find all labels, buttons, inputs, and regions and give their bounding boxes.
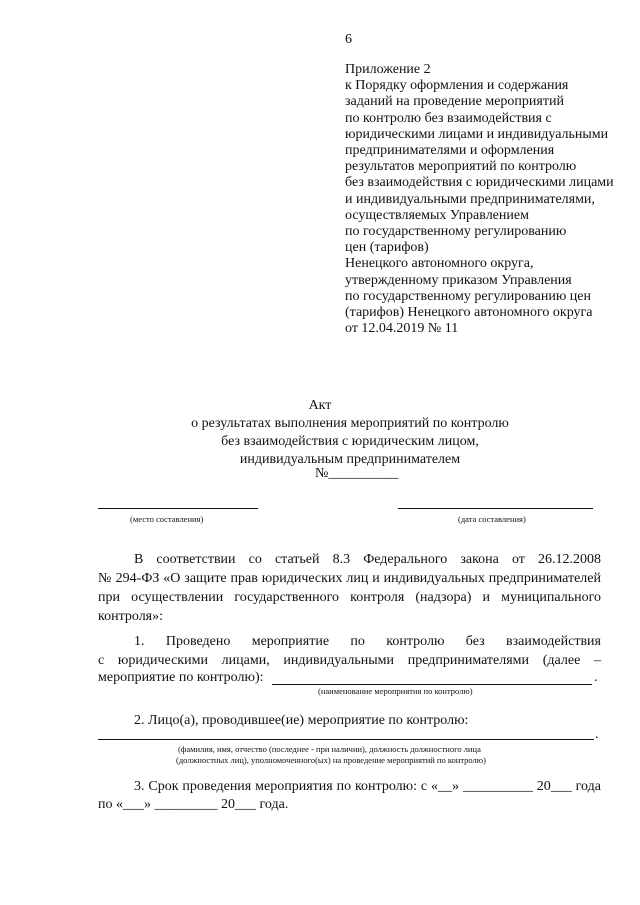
appendix-line: по контролю без взаимодействия с [345,110,552,126]
item2-caption1: (фамилия, имя, отчество (последнее - при наличии), должность должностного лица [178,744,481,754]
appendix-line: без взаимодействия с юридическими лицами [345,175,614,191]
place-line [98,508,258,509]
appendix-line: заданий на проведение мероприятий [345,94,564,110]
intro-line2: № 294-ФЗ «О защите прав юридических лиц и индивидуальных предпринимателей [98,571,601,586]
appendix-line: по государственному регулированию цен [345,288,591,304]
appendix-line: и индивидуальными предпринимателями, [345,191,595,207]
act-subtitle-line2: без взаимодействия с юридическим лицом, [221,434,479,449]
item1-line3: мероприятие по контролю): [98,670,264,685]
item2-fill-line [98,739,594,740]
page-number: 6 [345,32,352,47]
act-subtitle-line3: индивидуальным предпринимателем [239,452,461,467]
appendix-line: осуществляемых Управлением [345,207,529,223]
appendix-line: утвержденному приказом Управления [345,272,572,288]
item2-caption2: (должностных лиц), уполномоченного(ых) на проведение мероприятий по контролю) [176,755,486,765]
item2-line1: 2. Лицо(а), проводившее(ие) мероприятие по контролю: [134,713,469,728]
appendix-lines [345,62,614,337]
appendix-line: предпринимателями и оформления [345,143,555,159]
act-title: Акт [308,398,332,413]
item1-line1: 1. Проведено мероприятие по контролю без взаимодействия [134,634,601,649]
appendix-block [345,62,614,337]
appendix-line: Ненецкого автономного округа, [345,256,534,272]
appendix-line: от 12.04.2019 № 11 [345,321,459,337]
date-line [398,508,593,509]
intro-line1: В соответствии со статьей 8.3 Федерального закона от 26.12.2008 [134,552,601,567]
appendix-line: цен (тарифов) [345,240,429,256]
appendix-line: юридическими лицами и индивидуальными [345,126,609,142]
intro-line3: при осуществлении государственного контроля (надзора) и муниципального [98,590,601,605]
item1-line2: с юридическими лицами, индивидуальными предпринимателями (далее – [98,653,601,668]
appendix-line: (тарифов) Ненецкого автономного округа [345,305,593,321]
item3-line2: по «___» _________ 20___ года. [98,797,289,812]
act-subtitle-line1: о результатах выполнения мероприятий по контролю [191,416,509,431]
item1-caption: (наименование мероприятия по контролю) [318,686,473,696]
intro-line4: контроля»: [98,609,164,624]
act-number: №__________ [315,466,399,481]
item1-period: . [594,670,598,685]
place-caption: (место составления) [130,514,204,524]
appendix-line: Приложение 2 [345,62,431,77]
date-caption: (дата составления) [458,514,526,524]
appendix-line: результатов мероприятий по контролю [345,159,577,175]
item2-period: . [595,727,599,742]
appendix-line: к Порядку оформления и содержания [345,78,569,94]
item1-fill-line [272,684,592,685]
item3-line1: 3. Срок проведения мероприятия по контролю: с «__» __________ 20___ года [134,779,601,794]
appendix-line: по государственному регулированию [345,224,567,240]
